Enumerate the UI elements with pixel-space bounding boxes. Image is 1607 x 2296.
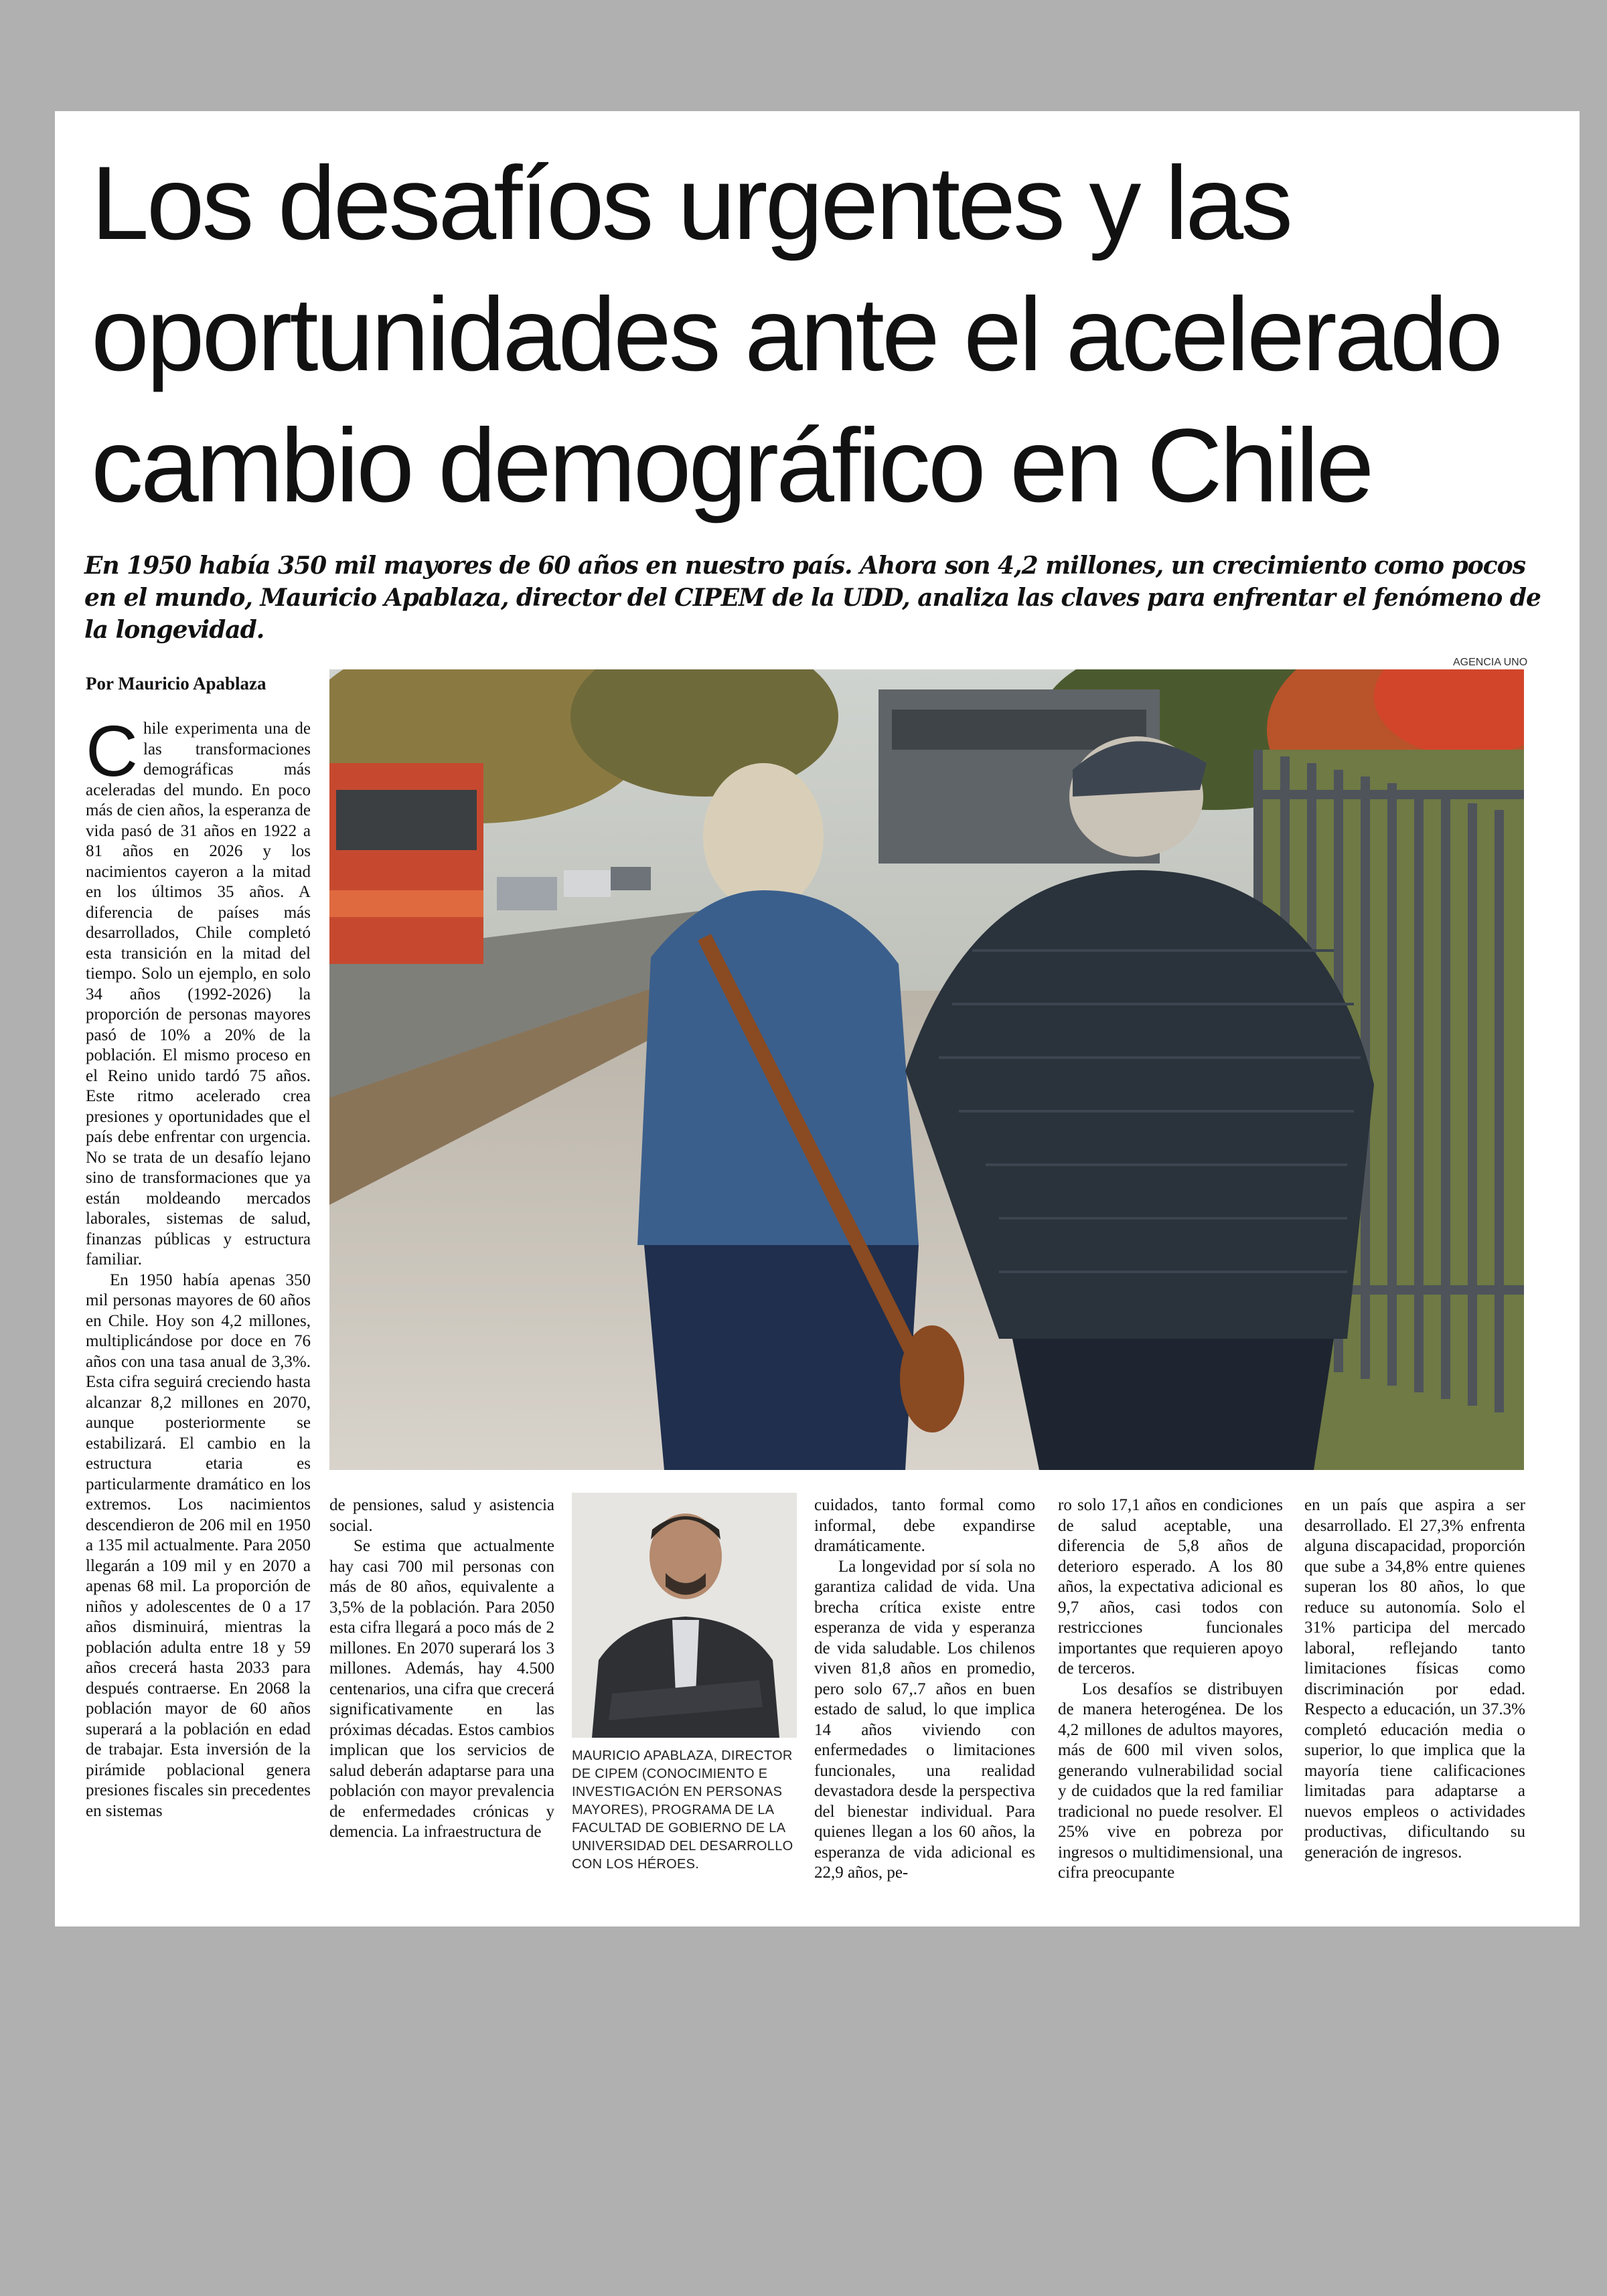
- paragraph: La longevidad por sí sola no garantiza calidad de vida. Una brecha crítica existe entre esperanza de vida y esperanza de vida saludable. Los chilenos viven 81,8 años en promedio, pero solo 67,.7 años en buen estado de salud, lo que implica 14 años viviendo con enfermedades o limitaciones funcionales, una realidad devastadora desde la perspectiva del bienestar individual. Para quienes llegan a los 60 años, la esperanza de vida adicional es 22,9 años, pe-: [814, 1557, 1035, 1882]
- paragraph: de pensiones, salud y asistencia social.: [329, 1496, 554, 1535]
- author-portrait: [572, 1493, 797, 1738]
- column-2: [329, 1495, 554, 1843]
- paragraph: cuidados, tanto formal como informal, debe expandirse dramáticamente.: [814, 1496, 1035, 1555]
- dropcap: C: [86, 710, 138, 791]
- elderly-couple-walking-image: [329, 669, 1524, 1470]
- article-headline: Los desafíos urgentes y las oportunidades ante el acelerado cambio demográfico en Chile: [91, 145, 1501, 524]
- paragraph: Los desafíos se distribuyen de manera heterogénea. De los 4,2 millones de adultos mayores, más de 600 mil viven solos, generando vulnerabilidad social y de cuidados que la red familiar tradicional no puede resolver. El 25% vive en pobreza por ingresos o multidimensional, una cifra preocupante: [1058, 1679, 1283, 1882]
- column-6: [1304, 1495, 1525, 1863]
- paragraph: [86, 710, 311, 1270]
- byline: Por Mauricio Apablaza: [86, 673, 266, 693]
- paragraph-text: hile experimenta una de las transformaciones demográficas más aceleradas del mundo. En poco más de cien años, la esperanza de vida pasó de 31 años en 1922 a 81 años en 2026 y los nacimientos cayeron a la mitad en los últimos 35 años. A diferencia de países más desarrollados, Chile completó esta transición en la mitad del tiempo. Solo un ejemplo, en solo 34 años (1992-2026) la proporción de personas mayores pasó de 10% a 20% de la población. El mismo proceso en el Reino unido tardó 75 años. Este ritmo acelerado crea presiones y oportunidades que el país debe enfrentar con urgencia. No se trata de un desafío lejano sino de transformaciones que ya están moldeando mercados laborales, sistemas de salud, finanzas públicas y estructura familiar.: [86, 720, 311, 1268]
- paragraph: En 1950 había apenas 350 mil personas mayores de 60 años en Chile. Hoy son 4,2 millones, multiplicándose por doce en 76 años con una tasa anual de 3,3%. Esta cifra seguirá creciendo hasta alcanzar 8,2 millones en 2070, aunque posteriormente se estabilizará. El cambio en la estructura etaria es particularmente dramático en los extremos. Los nacimientos descendieron de 206 mil en 1950 a 135 mil actualmente. Para 2050 llegarán a 109 mil y en 2070 a apenas 68 mil. La proporción de niños y adolescentes de 0 a 17 años disminuirá, mientras la población adulta entre 18 y 59 años crecerá hasta 2033 para después contraerse. En 2068 la población mayor de 60 años superará a la población en edad de trabajar. Esta inversión de la pirámide poblacional genera presiones fiscales sin precedentes en sistemas: [86, 1270, 311, 1820]
- paragraph: en un país que aspira a ser desarrollado. El 27,3% enfrenta alguna discapacidad, proporción que sube a 34,8% entre quienes superan los 80 años, lo que reduce su autonomía. Solo el 31% participa del mercado laboral, reflejando tanto limitaciones físicas como discriminación por edad. Respecto a educación, un 37.3% completó educación media o superior, lo que implica que la mayoría tiene calificaciones limitadas para adaptarse a nuevos empleos o actividades productivas, dificultando su generación de ingresos.: [1304, 1496, 1525, 1862]
- article-deck: En 1950 había 350 mil mayores de 60 años en nuestro país. Ahora son 4,2 millones, un crecimiento como pocos en el mundo, Mauricio Apablaza, director del CIPEM de la UDD, analiza las claves para enfrentar el fenómeno de la longevidad.: [84, 552, 1541, 644]
- photo-caption: MAURICIO APABLAZA, DIRECTOR DE CIPEM (CONOCIMIENTO E INVESTIGACIÓN EN PERSONAS MAYORES), PROGRAMA DE LA FACULTAD DE GOBIERNO DE LA UNIVERSIDAD DEL DESARROLLO CON LOS HÉROES.: [572, 1748, 793, 1872]
- column-4: [814, 1495, 1035, 1884]
- author-photo-image: [572, 1493, 797, 1738]
- paragraph: ro solo 17,1 años en condiciones de salud aceptable, una diferencia de 5,8 años de deterioro esperado. A los 80 años, la expectativa adicional es 9,7 años, casi todos con restricciones funcionales importantes que requieren apoyo de terceros.: [1058, 1496, 1283, 1677]
- paragraph: Se estima que actualmente hay casi 700 mil personas con más de 80 años, equivalente a 3,5% de la población. Para 2050 esta cifra llegará a poco más de 2 millones. En 2070 superará los 3 millones. Además, hay 4.500 centenarios, una cifra que crecerá significativamente en las próximas décadas. Estos cambios implican que los servicios de salud deberán adaptarse para una población con mayor prevalencia de enfermedades crónicas y demencia. La infraestructura de: [329, 1537, 554, 1841]
- newspaper-page: [55, 111, 1580, 1926]
- main-photo: [329, 669, 1524, 1470]
- column-5: [1058, 1495, 1283, 1884]
- column-1: [86, 710, 311, 1821]
- photo-credit: AGENCIA UNO: [1453, 657, 1528, 668]
